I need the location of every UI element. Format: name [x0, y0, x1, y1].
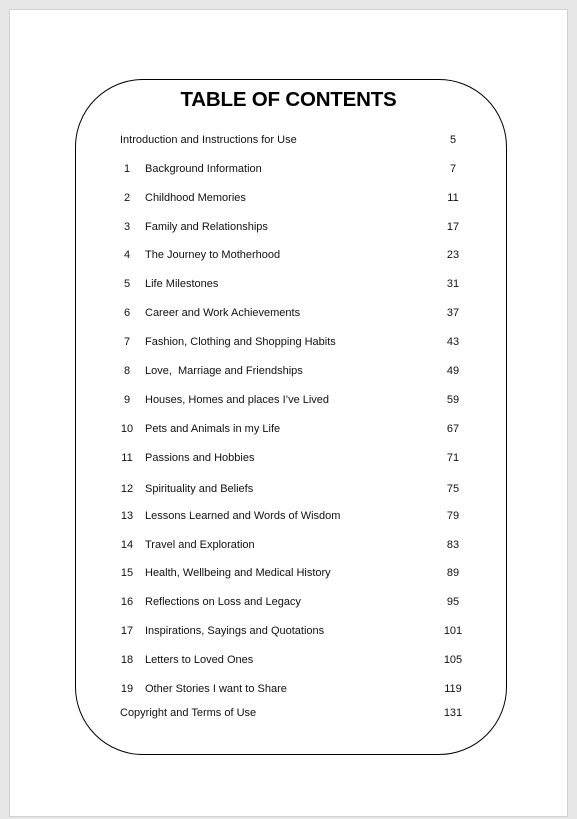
- toc-entry-label: Spirituality and Beliefs: [145, 483, 254, 495]
- toc-entry-page-number: 101: [443, 625, 463, 637]
- toc-entry: [10, 304, 567, 322]
- toc-entry-page-number: 11: [447, 192, 459, 204]
- toc-entry-label: Career and Work Achievements: [145, 307, 301, 319]
- toc-entry-number: 19: [120, 683, 134, 695]
- toc-entry-number: 11: [121, 452, 133, 464]
- toc-entry: [10, 480, 567, 498]
- toc-entry-page-number: 75: [446, 483, 460, 495]
- toc-entry: [10, 160, 567, 178]
- toc-entry-page-number: 17: [446, 221, 460, 233]
- toc-entry-label: Reflections on Loss and Legacy: [145, 596, 301, 608]
- toc-entry-label: Health, Wellbeing and Medical History: [145, 567, 331, 579]
- toc-entry-label: Childhood Memories: [145, 192, 246, 204]
- toc-entry-label: The Journey to Motherhood: [145, 249, 281, 261]
- toc-entry: [10, 362, 567, 380]
- toc-entry-label: Background Information: [145, 163, 262, 175]
- toc-entry-page-number: 119: [444, 683, 462, 695]
- toc-entry-number: 10: [120, 423, 134, 435]
- toc-entry: [10, 564, 567, 582]
- toc-entry: [10, 333, 567, 351]
- toc-entry-label: Lessons Learned and Words of Wisdom: [145, 510, 341, 522]
- toc-entry-number: 1: [123, 163, 131, 175]
- toc-entry-page-number: 105: [443, 654, 463, 666]
- toc-entry-number: 2: [123, 192, 131, 204]
- toc-entry-page-number: 89: [446, 567, 460, 579]
- toc-entry-page-number: 23: [446, 249, 460, 261]
- toc-entry: [10, 391, 567, 409]
- toc-entry: [10, 275, 567, 293]
- toc-entry-number: 8: [123, 365, 131, 377]
- toc-entry-number: 15: [120, 567, 134, 579]
- toc-entry-page-number: 71: [446, 452, 460, 464]
- toc-entry-page-number: 5: [449, 134, 457, 146]
- toc-entry: [10, 449, 567, 467]
- toc-entry: [10, 536, 567, 554]
- toc-entry-label: Love, Marriage and Friendships: [145, 365, 303, 377]
- toc-entry: [10, 420, 567, 438]
- toc-entry: [10, 593, 567, 611]
- toc-entry: [10, 651, 567, 669]
- toc-entry-number: 6: [123, 307, 131, 319]
- toc-entry-page-number: 131: [443, 707, 463, 719]
- toc-entry: [10, 622, 567, 640]
- toc-entry-number: 16: [120, 596, 134, 608]
- toc-entry-page-number: 49: [446, 365, 460, 377]
- toc-entry-page-number: 7: [449, 163, 457, 175]
- toc-entry-number: 7: [123, 336, 131, 348]
- toc-entry: [10, 680, 567, 698]
- toc-entry-page-number: 31: [446, 278, 460, 290]
- toc-entry-label: Inspirations, Sayings and Quotations: [145, 625, 325, 637]
- toc-entry-page-number: 95: [446, 596, 460, 608]
- toc-entry-label: Pets and Animals in my Life: [145, 423, 281, 435]
- toc-entry-number: 9: [123, 394, 131, 406]
- toc-entry: [10, 704, 567, 722]
- toc-entry: [10, 246, 567, 264]
- toc-entry-number: 14: [120, 539, 134, 551]
- toc-entry-number: 4: [123, 249, 131, 261]
- toc-entry-page-number: 37: [446, 307, 460, 319]
- toc-entry-label: Travel and Exploration: [145, 539, 255, 551]
- toc-entry-number: 12: [120, 483, 134, 495]
- toc-entry-number: 13: [120, 510, 134, 522]
- toc-entry-page-number: 59: [446, 394, 460, 406]
- toc-entry-number: 3: [123, 221, 131, 233]
- toc-entry: [10, 507, 567, 525]
- toc-entry-page-number: 67: [446, 423, 460, 435]
- toc-entry-page-number: 43: [446, 336, 460, 348]
- toc-entry: [10, 218, 567, 236]
- toc-entry-label: Fashion, Clothing and Shopping Habits: [145, 336, 336, 348]
- document-page: [10, 10, 567, 816]
- toc-title: TABLE OF CONTENTS: [180, 88, 397, 111]
- toc-entry-number: 5: [123, 278, 131, 290]
- toc-entry-label: Passions and Hobbies: [145, 452, 255, 464]
- toc-entry-label: Other Stories I want to Share: [145, 683, 287, 695]
- toc-entry-label: Copyright and Terms of Use: [120, 707, 257, 719]
- toc-entry-label: Introduction and Instructions for Use: [120, 134, 297, 146]
- toc-entry: [10, 189, 567, 207]
- toc-entry-label: Family and Relationships: [145, 221, 268, 233]
- toc-entry-label: Life Milestones: [145, 278, 219, 290]
- toc-entry-number: 17: [120, 625, 134, 637]
- toc-entry-label: Houses, Homes and places I’ve Lived: [145, 394, 330, 406]
- toc-entry-page-number: 83: [446, 539, 460, 551]
- toc-entry: [10, 131, 567, 149]
- toc-entry-page-number: 79: [446, 510, 460, 522]
- toc-entry-number: 18: [120, 654, 134, 666]
- toc-entry-label: Letters to Loved Ones: [145, 654, 254, 666]
